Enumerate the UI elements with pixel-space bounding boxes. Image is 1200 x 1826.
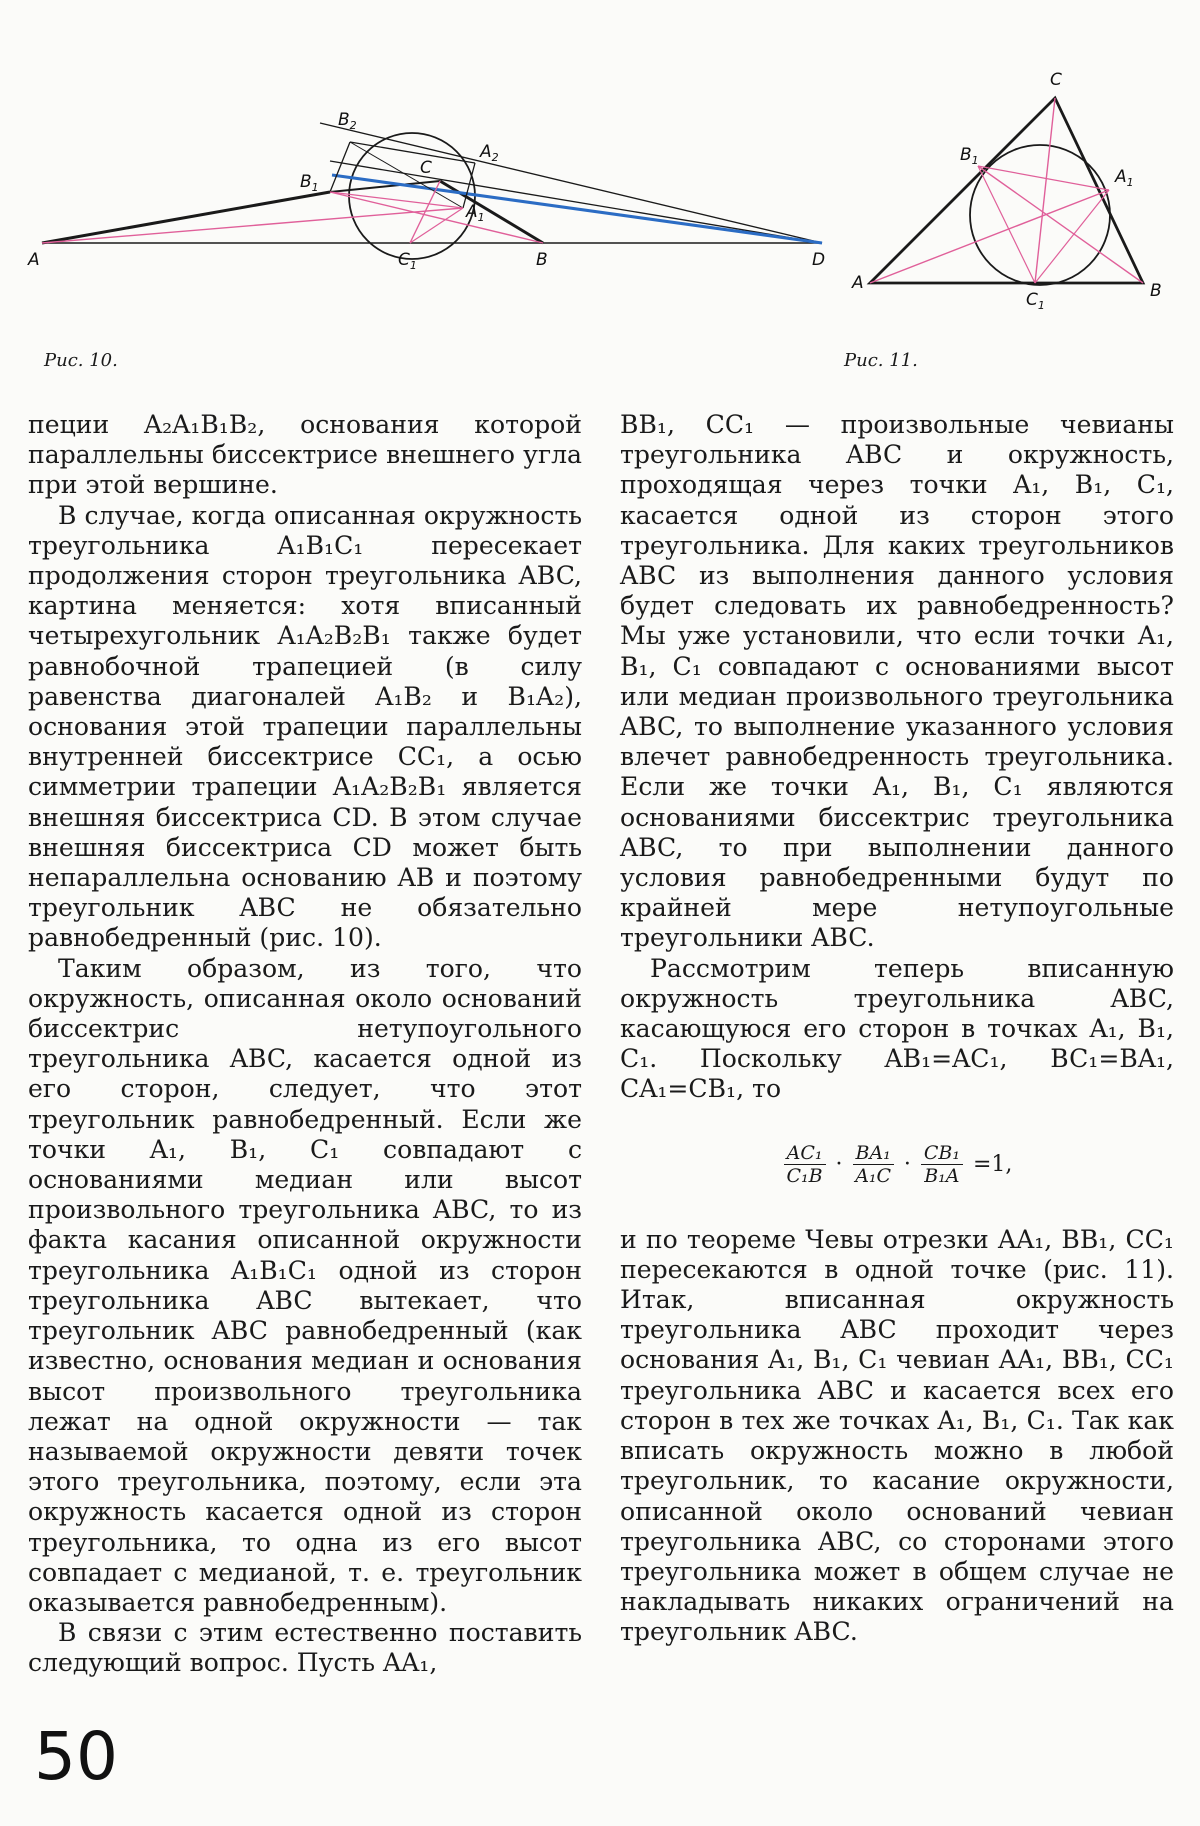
left-paragraph-3: Таким образом, из того, что окружность, описанная около оснований биссектрис нетупоугольного треугольника ABC, касается одной из его сторон, следует, что этот треугольник равнобедренный. Если же точки A₁, B₁, C₁ совпадают с основаниями медиан или высот произвольного треугольника ABC, то из факта касания описанной окружности треугольника A₁B₁C₁ одной из сторон треугольника ABC вытекает, что треугольник ABC равнобедренный (как известно, основания медиан и основания высот произвольного треугольника лежат на одной окружности — так называемой окружности девяти точек этого треугольника, поэтому, если эта окружность касается одной из сторон треугольника, то одна из его высот совпадает с медианой, т. е. треугольник оказывается равнобедренным). (28, 953, 582, 1617)
right-paragraph-2: Рассмотрим теперь вписанную окружность треугольника ABC, касающуюся его сторон в точках A₁, B₁, C₁. Поскольку AB₁=AC₁, BC₁=BA₁, CA₁=CB₁, то (620, 953, 1174, 1104)
fig10-label-C1: $C_1$ (398, 250, 417, 272)
fig10-label-A1: $A_1$ (466, 202, 485, 224)
fig10-label-C: C (420, 158, 432, 178)
page-number: 50 (34, 1718, 118, 1795)
fig11-label-C1: $C_1$ (1026, 290, 1045, 310)
left-paragraph-1: пеции A₂A₁B₁B₂, основания которой параллельны биссектрисе внешнего угла при этой вершине. (28, 410, 582, 500)
left-paragraph-2: В случае, когда описанная окружность треугольника A₁B₁C₁ пересекает продолжения сторон треугольника ABC, картина меняется: хотя вписанный четырехугольник A₁A₂B₂B₁ также будет равнобочной трапецией (в силу равенства диагоналей A₁B₂ и B₁A₂), основания этой трапеции параллельны внутренней биссектрисе CC₁, а осью симметрии трапеции A₁A₂B₂B₁ является внешняя биссектриса CD. В этом случае внешняя биссектриса CD может быть непараллельна основанию AB и поэтому треугольник ABC не обязательно равнобедренный (рис. 10). (28, 500, 582, 953)
fig10-caption: Рис. 10. (44, 350, 118, 371)
figure-10 (20, 95, 840, 300)
fig11-label-B1: $B_1$ (960, 145, 979, 167)
left-column (28, 410, 582, 1679)
figure-11-drawing (840, 60, 1180, 310)
multiply-dot-1: · (835, 1151, 843, 1177)
fig11-label-A1: $A_1$ (1115, 167, 1134, 189)
formula-result: =1, (972, 1151, 1013, 1177)
fraction-2-numerator: BA₁ (853, 1142, 894, 1165)
figure-11 (840, 60, 1180, 310)
left-paragraph-4: В связи с этим естественно поставить следующий вопрос. Пусть AA₁, (28, 1618, 582, 1678)
fig10-label-D: D (812, 250, 826, 270)
right-paragraph-1: BB₁, CC₁ — произвольные чевианы треугольника ABC и окружность, проходящая через точки A₁, B₁, C₁, касается одной из сторон этого треугольника. Для каких треугольников ABC из выполнения данного условия будет следовать их равнобедренность? Мы уже установили, что если точки A₁, B₁, C₁ совпадают с основаниями высот или медиан произвольного треугольника ABC, то выполнение указанного условия влечет равнобедренность треугольника. Если же точки A₁, B₁, C₁ являются основаниями биссектрис треугольника ABC, то при выполнении данного условия равнобедренными будут по крайней мере нетупоугольные треугольники ABC. (620, 410, 1174, 953)
fig11-label-B: B (1150, 281, 1162, 301)
fig11-label-A: A (852, 273, 864, 293)
fraction-3-denominator: B₁A (924, 1165, 960, 1188)
ceva-formula (620, 1105, 1174, 1225)
right-paragraph-3: и по теореме Чевы отрезки AA₁, BB₁, CC₁ пересекаются в одной точке (рис. 11). Итак, вписанная окружность треугольника ABC проходит через основания A₁, B₁, C₁ чевиан AA₁, BB₁, CC₁ треугольника ABC и касается всех его сторон в тех же точках A₁, B₁, C₁. Так как вписать окружность можно в любой треугольник, то касание окружности, описанной около оснований чевиан треугольника ABC, со сторонами этого треугольника может в общем случае не накладывать никаких ограничений на треугольник ABC. (620, 1224, 1174, 1647)
fraction-1-numerator: AC₁ (784, 1142, 826, 1165)
multiply-dot-2: · (903, 1151, 911, 1177)
fig10-label-B: B (536, 250, 548, 270)
fig10-label-B2: $B_2$ (338, 110, 357, 132)
fraction-2 (853, 1142, 894, 1187)
fig10-label-B1: $B_1$ (300, 172, 319, 194)
fraction-2-denominator: A₁C (855, 1165, 892, 1188)
fig11-caption: Рис. 11. (844, 350, 918, 371)
fraction-3 (921, 1142, 963, 1187)
fraction-1 (784, 1142, 826, 1187)
fraction-3-numerator: CB₁ (921, 1142, 963, 1165)
right-column (620, 410, 1174, 1648)
fig10-label-A: A (28, 250, 40, 270)
fig10-label-A2: $A_2$ (480, 142, 499, 164)
fraction-1-denominator: C₁B (786, 1165, 823, 1188)
fig11-label-C: C (1050, 70, 1062, 90)
figure-10-drawing (20, 95, 840, 300)
